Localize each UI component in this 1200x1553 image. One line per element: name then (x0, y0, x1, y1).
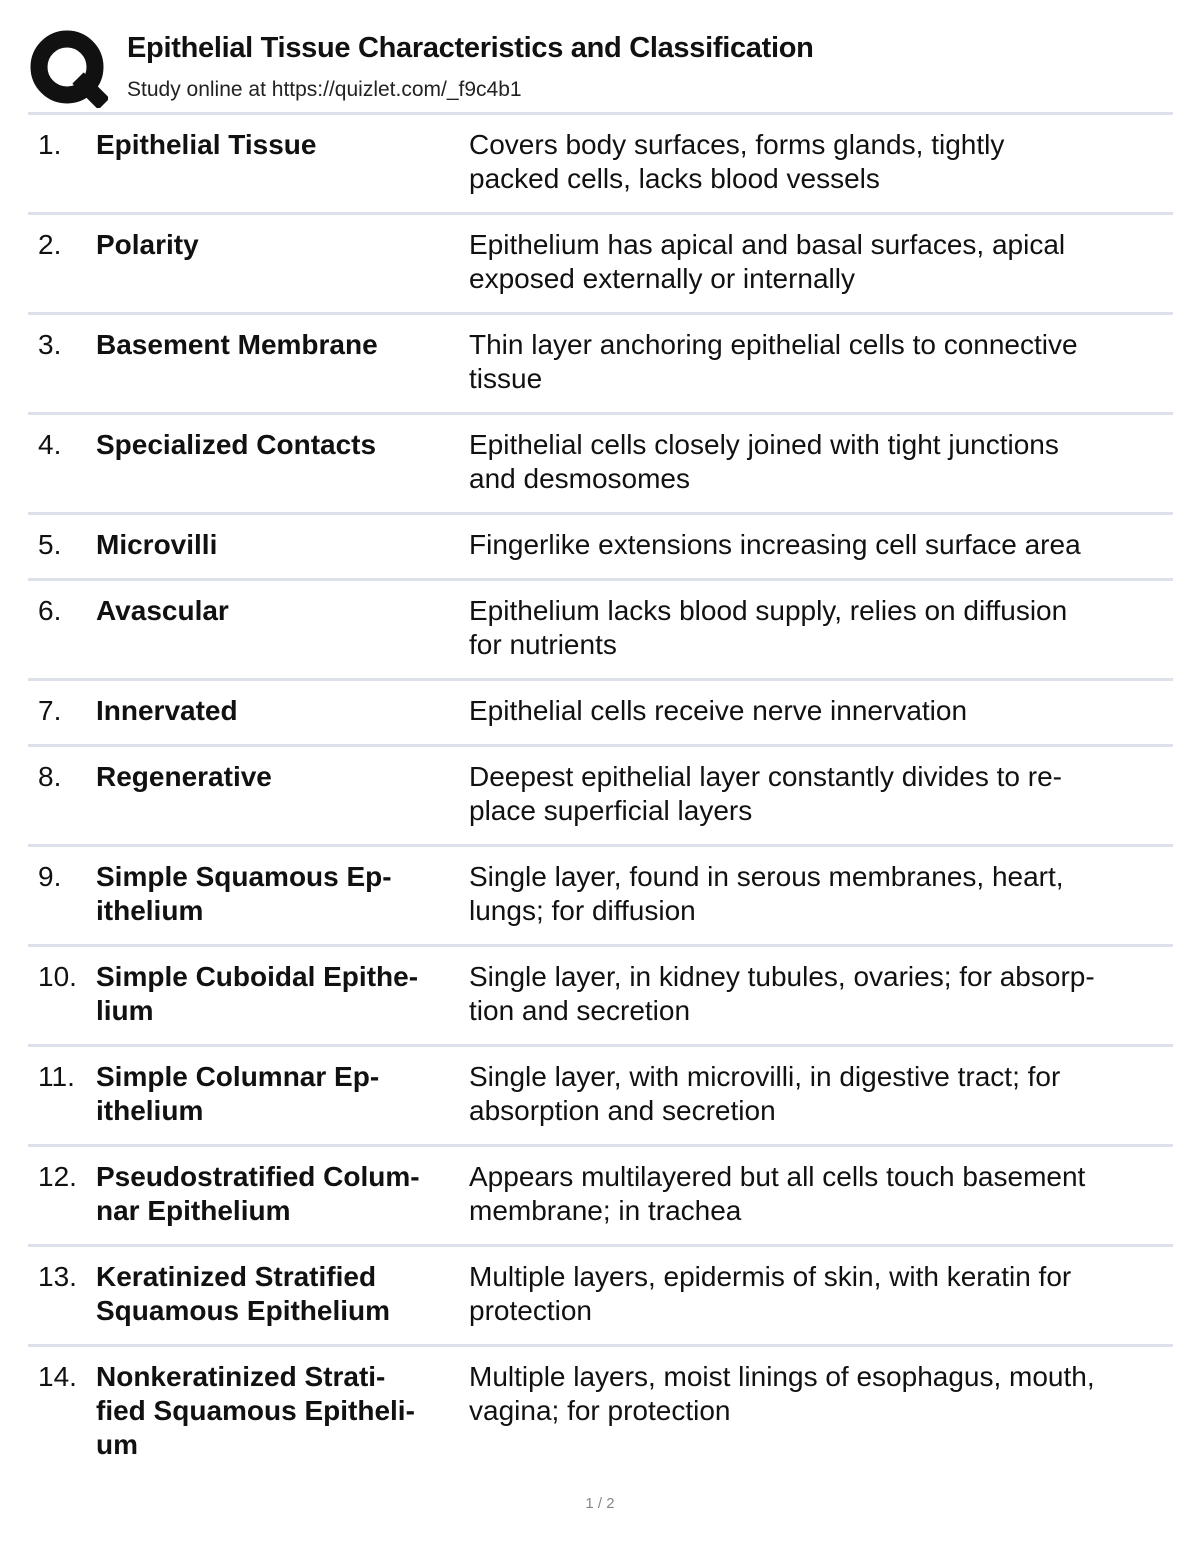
study-online-link[interactable]: Study online at https://quizlet.com/_f9c4b1 (127, 78, 522, 101)
card-definition: Appears multilayered but all cells touch basement membrane; in trachea (469, 1161, 1086, 1226)
table-row (28, 1347, 1173, 1460)
card-number: 1. (38, 129, 62, 160)
card-definition: Thin layer anchoring epithelial cells to connective tissue (469, 329, 1078, 394)
card-term: Regenerative (96, 761, 272, 792)
card-term: Microvilli (96, 529, 218, 560)
card-number: 7. (38, 695, 62, 726)
card-definition: Single layer, in kidney tubules, ovaries; for absorp- tion and secretion (469, 961, 1095, 1026)
card-definition: Single layer, with microvilli, in digestive tract; for absorption and secretion (469, 1061, 1061, 1126)
card-number: 14. (38, 1361, 77, 1392)
card-definition: Single layer, found in serous membranes, heart, lungs; for diffusion (469, 861, 1064, 926)
card-term: Simple Cuboidal Epithe- lium (96, 961, 419, 1026)
card-definition: Fingerlike extensions increasing cell surface area (469, 529, 1081, 560)
table-row (28, 747, 1173, 847)
table-row (28, 1247, 1173, 1347)
card-definition: Epithelium has apical and basal surfaces, apical exposed externally or internally (469, 229, 1066, 294)
table-row (28, 515, 1173, 581)
table-row (28, 415, 1173, 515)
card-definition: Multiple layers, moist linings of esophagus, mouth, vagina; for protection (469, 1361, 1095, 1426)
table-row (28, 115, 1173, 215)
card-number: 10. (38, 961, 77, 992)
card-definition: Epithelium lacks blood supply, relies on diffusion for nutrients (469, 595, 1068, 660)
table-row (28, 581, 1173, 681)
card-definition: Epithelial cells receive nerve innervation (469, 695, 968, 726)
card-number: 4. (38, 429, 62, 460)
page-number: 1 / 2 (585, 1495, 615, 1512)
card-number: 11. (38, 1061, 75, 1092)
card-number: 13. (38, 1261, 77, 1292)
card-number: 2. (38, 229, 62, 260)
card-term: Simple Squamous Ep- ithelium (96, 861, 392, 926)
card-term: Innervated (96, 695, 238, 726)
table-row (28, 847, 1173, 947)
card-term: Nonkeratinized Strati- fied Squamous Epitheli- um (96, 1361, 415, 1460)
table-row (28, 215, 1173, 315)
card-number: 9. (38, 861, 62, 892)
card-number: 5. (38, 529, 62, 560)
card-definition: Epithelial cells closely joined with tight junctions and desmosomes (469, 429, 1059, 494)
card-term: Simple Columnar Ep- ithelium (96, 1061, 380, 1126)
page-title: Epithelial Tissue Characteristics and Classification (127, 32, 814, 64)
table-row (28, 1047, 1173, 1147)
card-term: Avascular (96, 595, 229, 626)
card-term: Polarity (96, 229, 199, 260)
table-row (28, 1147, 1173, 1247)
card-number: 3. (38, 329, 62, 360)
card-term: Basement Membrane (96, 329, 378, 360)
card-definition: Covers body surfaces, forms glands, tightly packed cells, lacks blood vessels (469, 129, 1005, 194)
quizlet-logo-icon (30, 30, 108, 108)
card-term: Specialized Contacts (96, 429, 377, 460)
table-row (28, 681, 1173, 747)
page-header (30, 30, 1180, 110)
card-definition: Deepest epithelial layer constantly divides to re- place superficial layers (469, 761, 1062, 826)
table-row (28, 315, 1173, 415)
table-row (28, 947, 1173, 1047)
card-term: Pseudostratified Colum- nar Epithelium (96, 1161, 420, 1226)
card-number: 6. (38, 595, 62, 626)
card-definition: Multiple layers, epidermis of skin, with keratin for protection (469, 1261, 1072, 1326)
card-term: Epithelial Tissue (96, 129, 317, 160)
card-number: 8. (38, 761, 62, 792)
card-term: Keratinized Stratified Squamous Epithelium (96, 1261, 391, 1326)
card-number: 12. (38, 1161, 77, 1192)
flashcard-table (28, 112, 1173, 1460)
